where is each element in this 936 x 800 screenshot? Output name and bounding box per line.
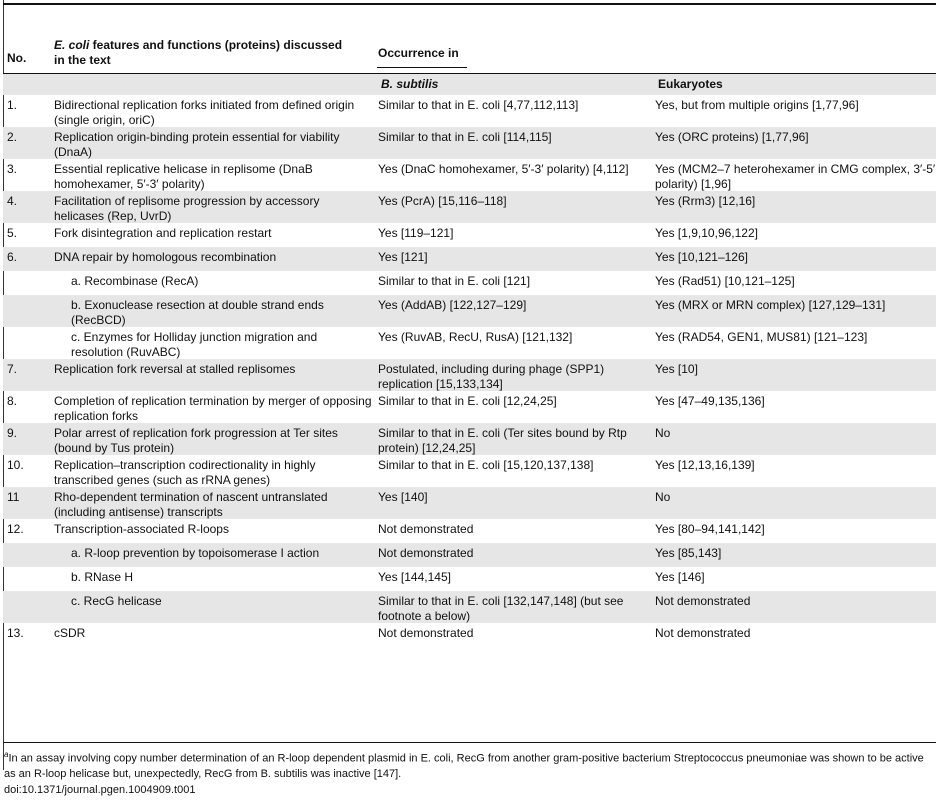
doi: doi:10.1371/journal.pgen.1004909.t001 bbox=[4, 784, 196, 796]
occurrence-underline bbox=[377, 67, 467, 68]
row-number: 3. bbox=[7, 162, 18, 176]
bsubtilis-cell: Yes (PcrA) [15,116–118] bbox=[378, 194, 507, 208]
feature-cell: c. RecG helicase bbox=[71, 594, 162, 608]
feature-cell: b. RNase H bbox=[71, 570, 134, 584]
row-number: 2. bbox=[7, 130, 18, 144]
feature-cell: Transcription-associated R-loops bbox=[54, 522, 229, 536]
row-number: 10. bbox=[7, 458, 24, 472]
feature-cell: Essential replicative helicase in replisome (DnaB homohexamer, 5′-3′ polarity) bbox=[54, 162, 313, 191]
eukaryotes-cell: Yes (RAD54, GEN1, MUS81) [121–123] bbox=[655, 330, 868, 344]
table-top-rule bbox=[3, 3, 936, 5]
eukaryotes-cell: Yes [10] bbox=[655, 362, 698, 376]
header-features-text: features and functions (proteins) discussed in the text bbox=[54, 38, 343, 67]
bsubtilis-cell: Yes (RuvAB, RecU, RusA) [121,132] bbox=[378, 330, 573, 344]
bsubtilis-cell: Similar to that in E. coli (Ter sites bound by Rtp protein) [12,24,25] bbox=[378, 426, 627, 455]
bsubtilis-cell: Yes [119–121] bbox=[378, 226, 454, 240]
eukaryotes-cell: Yes (Rrm3) [12,16] bbox=[655, 194, 756, 208]
table-row bbox=[3, 391, 936, 423]
table-row bbox=[3, 271, 936, 295]
bsubtilis-cell: Yes [121] bbox=[378, 250, 428, 264]
eukaryotes-cell: Yes [12,13,16,139] bbox=[655, 458, 755, 472]
feature-cell: Bidirectional replication forks initiated from defined origin (single origin, oriC) bbox=[54, 98, 355, 127]
feature-cell: Completion of replication termination by merger of opposing replication forks bbox=[54, 394, 372, 423]
bsubtilis-cell: Similar to that in E. coli [114,115] bbox=[378, 130, 552, 144]
bsubtilis-cell: Yes (DnaC homohexamer, 5′-3′ polarity) [4,112] bbox=[378, 162, 629, 176]
feature-cell: Replication–transcription codirectionality in highly transcribed genes (such as rRNA genes) bbox=[54, 458, 316, 487]
eukaryotes-cell: Yes [47–49,135,136] bbox=[655, 394, 765, 408]
eukaryotes-cell: No bbox=[655, 426, 671, 440]
eukaryotes-cell: No bbox=[655, 490, 671, 504]
eukaryotes-cell: Yes [146] bbox=[655, 570, 705, 584]
bsubtilis-cell: Not demonstrated bbox=[378, 546, 474, 560]
feature-cell: Fork disintegration and replication restart bbox=[54, 226, 272, 240]
eukaryotes-cell: Yes [80–94,141,142] bbox=[655, 522, 765, 536]
eukaryotes-cell: Yes, but from multiple origins [1,77,96] bbox=[655, 98, 859, 112]
eukaryotes-cell: Yes (Rad51) [10,121–125] bbox=[655, 274, 795, 288]
table-row bbox=[3, 191, 936, 223]
table-row bbox=[3, 95, 936, 127]
feature-cell: Facilitation of replisome progression by accessory helicases (Rep, UvrD) bbox=[54, 194, 320, 223]
feature-cell: Rho-dependent termination of nascent untranslated (including antisense) transcripts bbox=[54, 490, 328, 519]
bsubtilis-cell: Similar to that in E. coli [121] bbox=[378, 274, 531, 288]
eukaryotes-cell: Yes (ORC proteins) [1,77,96] bbox=[655, 130, 809, 144]
table-row bbox=[3, 359, 936, 391]
header-features-organism: E. coli bbox=[54, 38, 90, 52]
row-number: 6. bbox=[7, 250, 18, 264]
feature-cell: cSDR bbox=[54, 626, 86, 640]
feature-cell: a. Recombinase (RecA) bbox=[71, 274, 199, 288]
footnote bbox=[4, 747, 934, 782]
eukaryotes-cell: Not demonstrated bbox=[655, 626, 751, 640]
eukaryotes-cell: Yes (MRX or MRN complex) [127,129–131] bbox=[655, 298, 886, 312]
feature-cell: Polar arrest of replication fork progression at Ter sites (bound by Tus protein) bbox=[54, 426, 338, 455]
header-features bbox=[54, 38, 354, 68]
footnote-text: In an assay involving copy number determination of an R-loop dependent plasmid in E. coli, RecG from another gram-positive bacterium Streptococcus pneumoniae was shown to be active as an R-loop helicase but, unexpectedly, RecG from B. subtilis was inactive [147]. bbox=[4, 752, 924, 780]
table-row bbox=[3, 295, 936, 327]
eukaryotes-cell: Not demonstrated bbox=[655, 594, 751, 608]
row-number: 13. bbox=[7, 626, 24, 640]
bsubtilis-cell: Not demonstrated bbox=[378, 626, 474, 640]
bsubtilis-cell: Not demonstrated bbox=[378, 522, 474, 536]
table-row bbox=[3, 487, 936, 519]
table-row bbox=[3, 519, 936, 543]
table-row bbox=[3, 591, 936, 623]
eukaryotes-cell: Yes [1,9,10,96,122] bbox=[655, 226, 758, 240]
row-number: 7. bbox=[7, 362, 18, 376]
eukaryotes-cell: Yes (MCM2–7 heterohexamer in CMG complex, 3′-5′ polarity) [1,96] bbox=[655, 162, 936, 191]
feature-cell: Replication fork reversal at stalled replisomes bbox=[54, 362, 296, 376]
eukaryotes-cell: Yes [85,143] bbox=[655, 546, 722, 560]
row-number: 9. bbox=[7, 426, 18, 440]
bsubtilis-cell: Postulated, including during phage (SPP1) replication [15,133,134] bbox=[378, 362, 605, 391]
table-row bbox=[3, 567, 936, 591]
row-number: 8. bbox=[7, 394, 18, 408]
table-row bbox=[3, 247, 936, 271]
table-row bbox=[3, 327, 936, 359]
bsubtilis-cell: Similar to that in E. coli [12,24,25] bbox=[378, 394, 557, 408]
header-no: No. bbox=[7, 51, 27, 65]
feature-cell: a. R-loop prevention by topoisomerase I action bbox=[71, 546, 320, 560]
bsubtilis-cell: Yes (AddAB) [122,127–129] bbox=[378, 298, 527, 312]
table-row bbox=[3, 223, 936, 247]
eukaryotes-cell: Yes [10,121–126] bbox=[655, 250, 748, 264]
row-number: 1. bbox=[7, 98, 18, 112]
feature-cell: b. Exonuclease resection at double strand ends (RecBCD) bbox=[71, 298, 324, 327]
bsubtilis-cell: Similar to that in E. coli [4,77,112,113] bbox=[378, 98, 579, 112]
row-number: 4. bbox=[7, 194, 18, 208]
header-bsubtilis: B. subtilis bbox=[381, 77, 439, 91]
row-number: 5. bbox=[7, 226, 18, 240]
feature-cell: DNA repair by homologous recombination bbox=[54, 250, 277, 264]
table-row bbox=[3, 543, 936, 567]
bsubtilis-cell: Similar to that in E. coli [132,147,148] (but see footnote a below) bbox=[378, 594, 624, 623]
column-subheader bbox=[3, 74, 936, 95]
table-row bbox=[3, 455, 936, 487]
row-number: 11 bbox=[7, 490, 20, 504]
table-row bbox=[3, 623, 936, 647]
feature-cell: Replication origin-binding protein essential for viability (DnaA) bbox=[54, 130, 340, 159]
header-eukaryotes: Eukaryotes bbox=[658, 77, 723, 91]
footnote-mark: a bbox=[4, 750, 9, 759]
table-row bbox=[3, 423, 936, 455]
header-occurrence: Occurrence in bbox=[378, 46, 459, 60]
bsubtilis-cell: Yes [144,145] bbox=[378, 570, 451, 584]
bsubtilis-cell: Yes [140] bbox=[378, 490, 428, 504]
table-row bbox=[3, 159, 936, 191]
bsubtilis-cell: Similar to that in E. coli [15,120,137,138] bbox=[378, 458, 594, 472]
table-row bbox=[3, 127, 936, 159]
table-bottom-rule bbox=[3, 742, 936, 743]
row-number: 12. bbox=[7, 522, 24, 536]
feature-cell: c. Enzymes for Holliday junction migration and resolution (RuvABC) bbox=[71, 330, 318, 359]
